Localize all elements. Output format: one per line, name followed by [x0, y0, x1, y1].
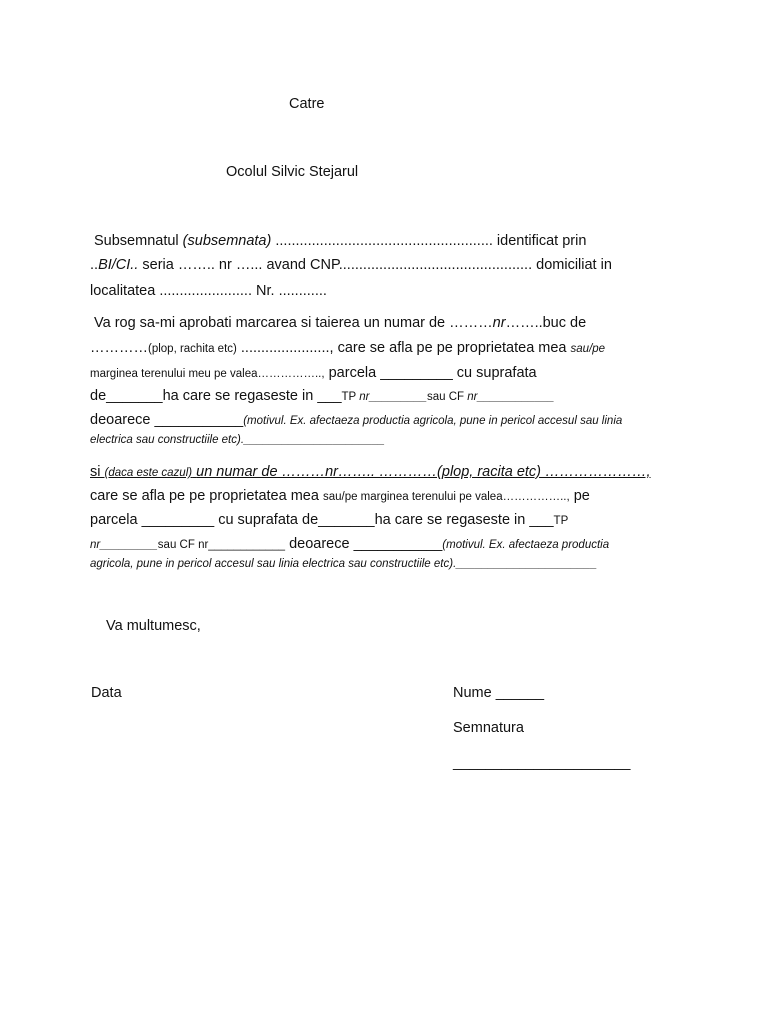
text: parcela _________ cu suprafata de_______ha care se regaseste in ___ [90, 512, 554, 528]
text: nr_________ [359, 391, 428, 403]
text: sau CF [157, 539, 199, 551]
text: si [90, 464, 101, 480]
para1-line3: localitatea ....................... Nr. ............ [90, 283, 327, 299]
para1-line2 [90, 256, 612, 274]
signature-label: Semnatura [453, 720, 524, 736]
text: un numar de ………nr…….. …………(plop, racita etc) …………………, [196, 464, 651, 480]
text: ……..buc de [505, 315, 587, 331]
text: (daca este cazul) [104, 467, 193, 479]
para2-line2 [90, 339, 605, 358]
para2-line5 [90, 411, 622, 430]
text: parcela _________ cu suprafata [324, 365, 537, 381]
text: BI/CI.. [98, 257, 139, 273]
text: (plop, rachita etc) [148, 343, 237, 355]
name-label: Nume ______ [453, 685, 545, 701]
text: Subsemnatul [94, 233, 179, 249]
signature-line: ______________________ [453, 755, 631, 771]
text: Va rog sa-mi aprobati marcarea si taierea un numar de ……… [94, 315, 493, 331]
para2-line1 [94, 314, 586, 332]
text: seria …….. nr …... avand CNP................................................ domiciliat in [138, 257, 612, 273]
text: (motivul. Ex. afectaeza productia agricola, pune in pericol accesul sau linia [243, 415, 623, 427]
text: sau CF [427, 391, 468, 403]
text: ...................................................... identificat prin [275, 233, 587, 249]
text: deoarece ___________ [90, 412, 244, 428]
text: care se afla pe pe proprietatea mea [90, 488, 319, 504]
para2-line6: electrica sau constructiile etc).______________________ [90, 434, 385, 446]
text: nr____________ [467, 391, 555, 403]
para3-line5: agricola, pune in pericol accesul sau linia electrica sau constructiile etc).______________________ [90, 558, 597, 570]
para3-line1 [90, 463, 651, 482]
text: nr [492, 315, 506, 331]
text: TP [553, 515, 569, 527]
para1-line1 [94, 232, 586, 250]
closing-text: Va multumesc, [106, 618, 201, 634]
text: deoarece ___________ [285, 536, 443, 552]
text: nr_________ [90, 539, 158, 551]
recipient-name: Ocolul Silvic Stejarul [226, 164, 359, 180]
text: (motivul. Ex. afectaeza productia [442, 539, 610, 551]
text: TP [341, 391, 360, 403]
text: pe [569, 488, 590, 504]
para2-line4 [90, 387, 554, 406]
text: .. [90, 257, 99, 273]
text: sau/pe marginea terenului pe valea…………….., [322, 491, 570, 503]
para2-line3 [90, 364, 537, 383]
text: de_______ha care se regaseste in ___ [90, 388, 342, 404]
text: ………… [90, 340, 148, 356]
para3-line3 [90, 511, 568, 530]
text: ......................, care se afla pe pe proprietatea mea [236, 340, 567, 356]
salutation-to: Catre [289, 96, 325, 112]
text: (subsemnata) [182, 233, 272, 249]
para3-line4 [90, 535, 609, 554]
text: sau/pe [570, 343, 606, 355]
para3-line2 [90, 487, 590, 506]
text: nr____________ [198, 539, 286, 551]
text: marginea terenului meu pe valea…………….., [90, 368, 325, 380]
date-label: Data [91, 685, 122, 701]
